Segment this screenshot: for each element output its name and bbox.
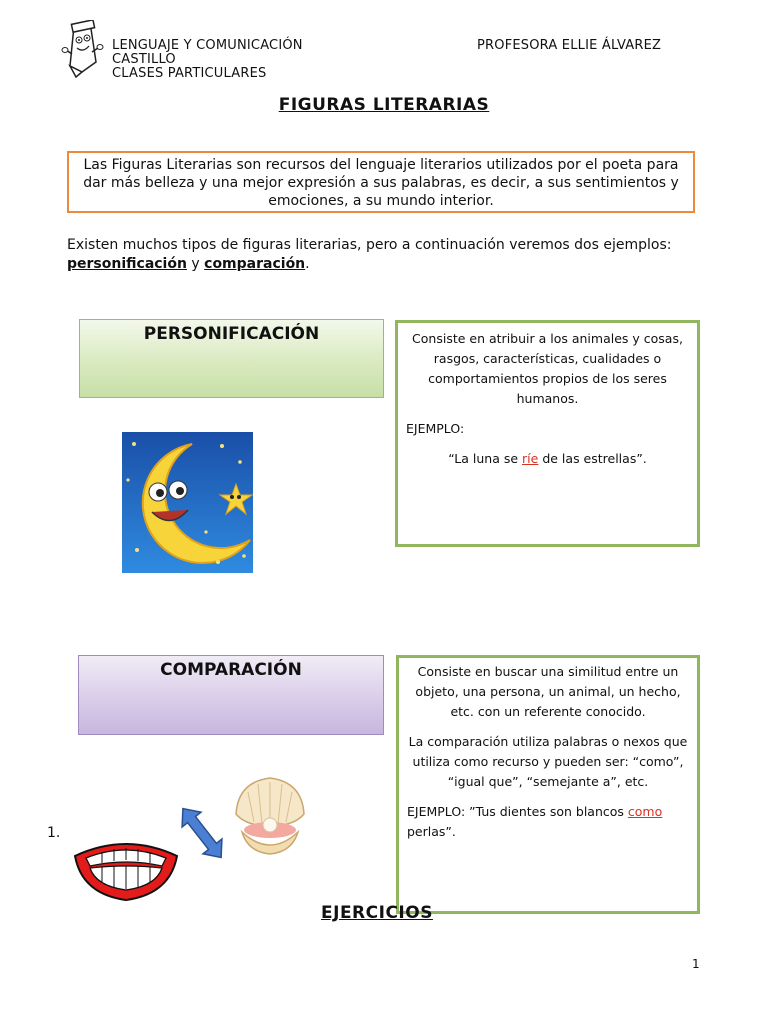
example-label: EJEMPLO:	[406, 421, 465, 436]
intro-paragraph	[67, 236, 697, 274]
comparacion-nexos: La comparación utiliza palabras o nexos que utiliza como recurso y pueden ser: “como”, “igual que”, “semejante a”, etc.	[408, 734, 688, 789]
personificacion-definition: Consiste en atribuir a los animales y cosas, rasgos, características, cualidades o comportamientos propios de los seres humanos.	[412, 331, 683, 406]
exercises-title: EJERCICIOS	[321, 903, 433, 923]
personificacion-definition-box	[395, 320, 700, 547]
header-classes: CLASES PARTICULARES	[112, 66, 267, 81]
personificacion-title-box	[79, 319, 384, 398]
comparacion-definition: Consiste en buscar una similitud entre un objeto, una persona, un animal, un hecho, etc. con un referente conocido.	[415, 664, 681, 719]
personificacion-title: PERSONIFICACIÓN	[143, 324, 320, 344]
term-personificacion: personificación	[67, 256, 187, 272]
comparacion-title: COMPARACIÓN	[160, 660, 302, 680]
comparacion-definition-box	[396, 655, 700, 914]
comparacion-title-box	[78, 655, 384, 735]
comparacion-example-highlight: como	[627, 804, 663, 819]
pencil-mascot-icon	[60, 20, 108, 78]
pearl-shell-icon	[234, 774, 306, 858]
smiling-moon-icon	[122, 432, 253, 573]
intro-text: Existen muchos tipos de figuras literarias, pero a continuación veremos dos ejemplos:	[67, 237, 672, 253]
intro-connector: y	[186, 256, 205, 272]
example-highlight: ríe	[522, 451, 539, 466]
comparacion-example-start: EJEMPLO: ”Tus dientes son blancos	[407, 804, 628, 819]
term-comparacion: comparación	[204, 256, 306, 272]
personificacion-example	[406, 449, 689, 469]
intro-end: .	[305, 256, 310, 272]
header-school: CASTILLO	[112, 52, 176, 67]
list-marker: 1.	[47, 825, 61, 841]
comparacion-example-end: perlas”.	[407, 824, 456, 839]
double-arrow-icon	[174, 800, 230, 866]
comparacion-example	[407, 802, 689, 842]
intro-definition-box: Las Figuras Literarias son recursos del lenguaje literarios utilizados por el poeta para dar más belleza y una mejor expresión a sus palabras, es decir, a sus sentimientos y emociones, a su mundo interior.	[67, 151, 695, 213]
teeth-smile-icon	[72, 836, 180, 902]
example-text-end: de las estrellas”.	[538, 451, 647, 466]
header-teacher: PROFESORA ELLIE ÁLVAREZ	[477, 38, 662, 53]
page-number: 1	[692, 957, 700, 971]
example-text-start: “La luna se	[448, 451, 523, 466]
header-subject: LENGUAJE Y COMUNICACIÓN	[112, 38, 303, 53]
page-title: FIGURAS LITERARIAS	[278, 95, 490, 115]
